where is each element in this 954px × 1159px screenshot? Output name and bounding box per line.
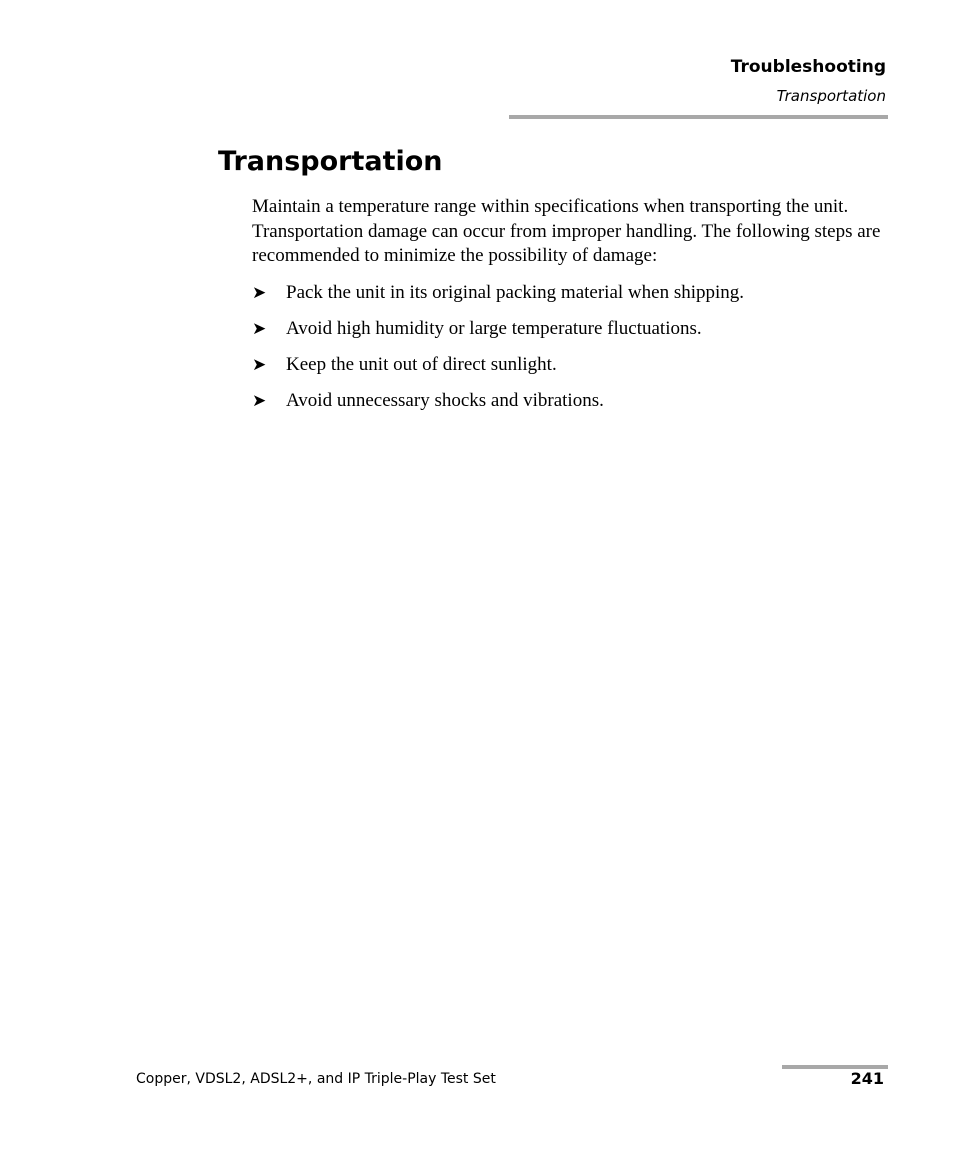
header-divider [509,115,888,119]
step-text: Pack the unit in its original packing material when shipping. [286,282,745,303]
arrowhead-right-icon: ➤ [252,391,267,411]
page-title: Transportation [218,146,443,177]
arrowhead-right-icon: ➤ [252,355,267,375]
arrowhead-right-icon: ➤ [252,283,267,303]
list-item [252,281,744,305]
list-item [252,353,744,377]
page-number: 241 [850,1069,884,1088]
step-text: Avoid high humidity or large temperature fluctuations. [286,318,702,339]
running-header-chapter: Troubleshooting [730,57,886,77]
list-item [252,317,744,341]
arrowhead-right-icon: ➤ [252,319,267,339]
step-text: Avoid unnecessary shocks and vibrations. [286,390,604,411]
intro-paragraph: Maintain a temperature range within specifications when transporting the unit. Transportation damage can occur from improper handling. The following steps are recommended to minimize the possibility of damage: [252,196,881,266]
footer-product-title: Copper, VDSL2, ADSL2+, and IP Triple-Play Test Set [136,1071,496,1087]
step-text: Keep the unit out of direct sunlight. [286,354,557,375]
list-item [252,389,744,413]
steps-list [252,281,744,425]
running-header-section: Transportation [776,87,886,105]
